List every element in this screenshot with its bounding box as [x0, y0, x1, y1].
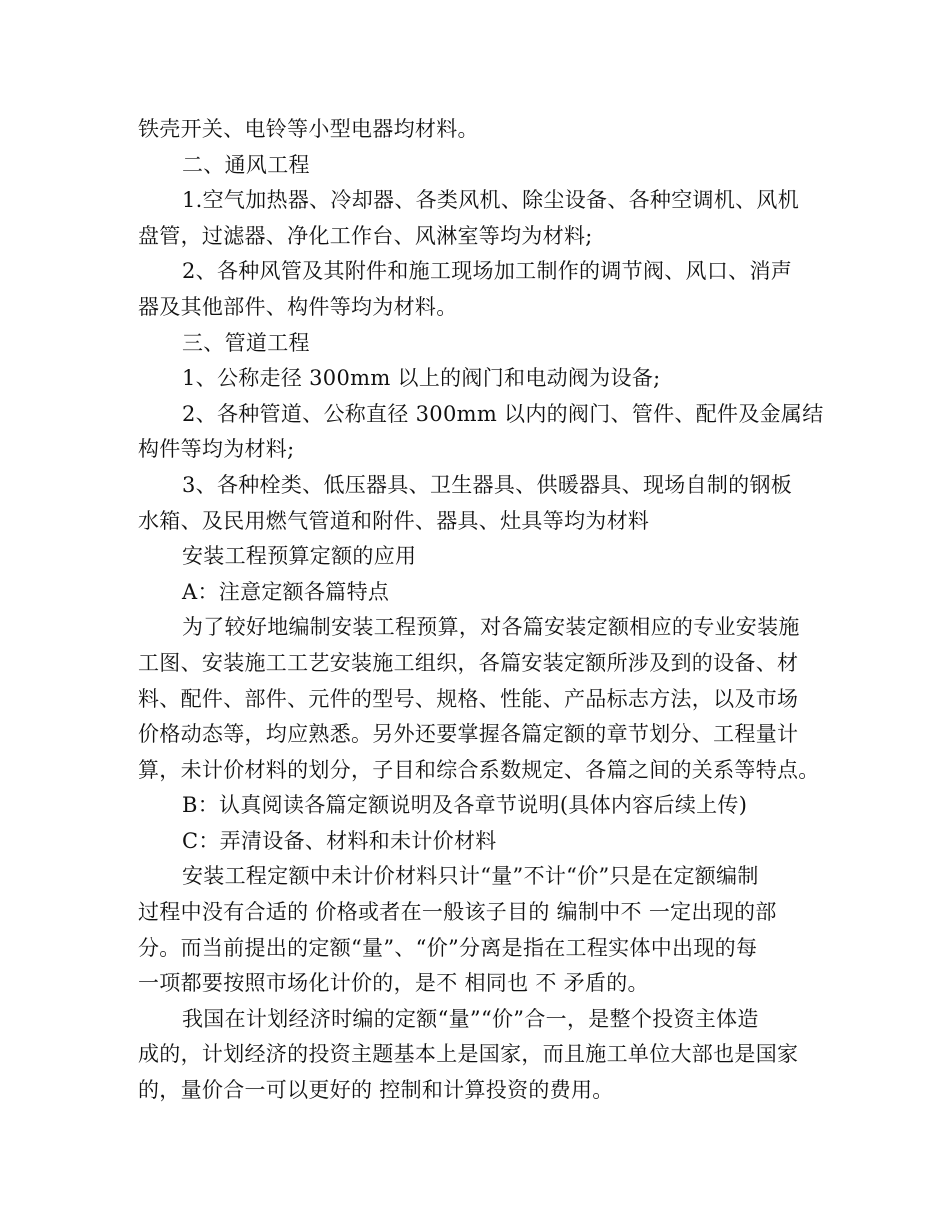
- text-line: 构件等均为材料;: [138, 437, 295, 462]
- text-line: 2、各种风管及其附件和施工现场加工制作的调节阀、风口、消声: [182, 259, 793, 284]
- text-line: 水箱、及民用燃气管道和附件、器具、灶具等均为材料: [138, 508, 650, 533]
- text-line: 分。而当前提出的定额“量”、“价”分离是指在工程实体中出现的每: [138, 935, 758, 960]
- text-line: 为了较好地编制安装工程预算，对各篇安装定额相应的专业安装施: [182, 615, 800, 640]
- text-line: 安装工程预算定额的应用: [182, 544, 417, 569]
- text-line: 料、配件、部件、元件的型号、规格、性能、产品标志方法，以及市场: [138, 686, 799, 711]
- text-line: 1.空气加热器、冷却器、各类风机、除尘设备、各种空调机、风机: [182, 188, 800, 213]
- text-line: 器及其他部件、构件等均为材料。: [138, 294, 458, 319]
- text-line: 1、公称走径 300mm 以上的阀门和电动阀为设备;: [182, 366, 661, 391]
- text-line: 的，量价合一可以更好的 控制和计算投资的费用。: [138, 1078, 614, 1103]
- text-line: C：弄清设备、材料和未计价材料: [182, 828, 497, 853]
- text-line: 铁壳开关、电铃等小型电器均材料。: [138, 117, 479, 141]
- text-line: 2、各种管道、公称直径 300mm 以内的阀门、管件、配件及金属结: [182, 401, 824, 426]
- text-line: 算，未计价材料的划分，子目和综合系数规定、各篇之间的关系等特点。: [138, 757, 820, 782]
- text-line: 一项都要按照市场化计价的，是不 相同也 不 矛盾的。: [138, 971, 649, 996]
- text-line: 安装工程定额中未计价材料只计“量”不计“价”只是在定额编制: [182, 864, 759, 889]
- text-line: A：注意定额各篇特点: [182, 579, 390, 604]
- text-line: 工图、安装施工工艺安装施工组织，各篇安装定额所涉及到的设备、材: [138, 650, 799, 675]
- document-body: [138, 112, 828, 1109]
- text-line: 二、通风工程: [182, 152, 310, 177]
- text-line: 价格动态等，均应熟悉。另外还要掌握各篇定额的章节划分、工程量计: [138, 722, 799, 747]
- text-line: 过程中没有合适的 价格或者在一般该子目的 编制中不 一定出现的部: [138, 900, 777, 925]
- text-line: 三、管道工程: [182, 330, 310, 355]
- text-line: 盘管，过滤器、净化工作台、风淋室等均为材料;: [138, 223, 593, 248]
- text-line: 成的，计划经济的投资主题基本上是国家，而且施工单位大部也是国家: [138, 1042, 799, 1067]
- text-line: 我国在计划经济时编的定额“量”“价”合一，是整个投资主体造: [182, 1006, 759, 1031]
- text-line: 3、各种栓类、低压器具、卫生器具、供暖器具、现场自制的钢板: [182, 472, 793, 497]
- text-line: B：认真阅读各篇定额说明及各章节说明(具体内容后续上传): [182, 793, 748, 818]
